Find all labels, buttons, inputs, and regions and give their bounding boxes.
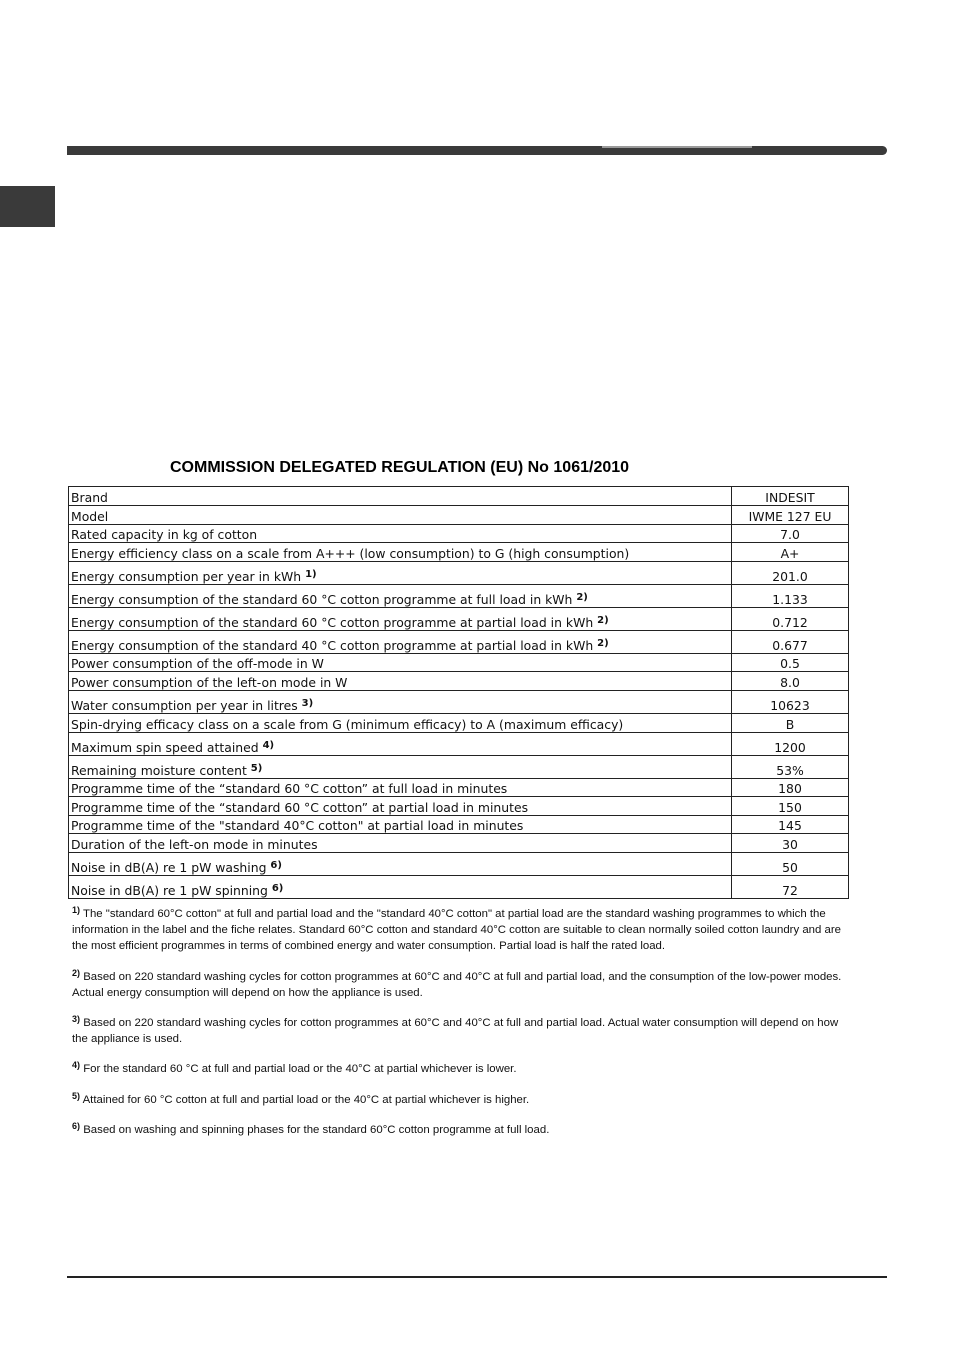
row-value: 0.712	[732, 608, 849, 631]
footnote	[72, 906, 842, 955]
table-row	[69, 714, 849, 733]
row-label: Remaining moisture content	[71, 763, 247, 778]
row-label: Model	[71, 509, 109, 524]
row-value: 10623	[732, 691, 849, 714]
footnote-ref: 6)	[271, 883, 284, 894]
footnote-ref: 6)	[270, 860, 282, 871]
footnote-mark: 4)	[72, 1060, 81, 1071]
footnote	[72, 1092, 842, 1108]
footnote-text: For the standard 60 °C at full and partial load or the 40°C at partial whichever is lower.	[83, 1063, 517, 1076]
footnote-mark: 1)	[72, 905, 81, 915]
row-value: 145	[732, 816, 849, 834]
row-label-cell	[69, 543, 732, 562]
row-value: 150	[732, 797, 849, 816]
row-label: Duration of the left-on mode in minutes	[71, 837, 318, 852]
row-value: 1.133	[732, 585, 849, 608]
row-label-cell	[69, 756, 732, 779]
footnote	[72, 1061, 842, 1077]
table-row	[69, 876, 849, 899]
row-label: Energy efficiency class on a scale from A+++ (low consumption) to G (high consumption)	[71, 546, 630, 561]
table-row	[69, 756, 849, 779]
footnote-text: Based on 220 standard washing cycles for cotton programmes at 60°C and 40°C at full and partial load, and the consumption of the low-power modes. Actual energy consumption will depend on how the appliance is used.	[72, 970, 842, 999]
footnote-text: Based on 220 standard washing cycles for cotton programmes at 60°C and 40°C at full and partial load. Actual water consumption will depend on how the appliance is used.	[72, 1017, 839, 1046]
row-value: 180	[732, 779, 849, 797]
row-value: A+	[732, 543, 849, 562]
table-row	[69, 654, 849, 672]
row-label: Spin-drying efficacy class on a scale from G (minimum efficacy) to A (maximum efficacy)	[71, 717, 624, 732]
row-label-cell	[69, 714, 732, 733]
table-row	[69, 834, 849, 853]
row-label-cell	[69, 654, 732, 672]
section-tab-marker	[0, 186, 55, 227]
row-label: Water consumption per year in litres	[71, 698, 298, 713]
row-label-cell	[69, 672, 732, 691]
row-value: INDESIT	[732, 487, 849, 506]
footnote-ref: 2)	[597, 638, 609, 649]
footnote	[72, 1015, 842, 1047]
table-row	[69, 487, 849, 506]
row-value: 1200	[732, 733, 849, 756]
row-label-cell	[69, 834, 732, 853]
footnote-ref: 2)	[576, 592, 588, 603]
row-label: Energy consumption per year in kWh	[71, 569, 302, 584]
row-value: 53%	[732, 756, 849, 779]
row-label-cell	[69, 779, 732, 797]
footnote-ref: 5)	[250, 763, 263, 774]
row-label-cell	[69, 506, 732, 525]
row-value: 0.5	[732, 654, 849, 672]
row-label: Power consumption of the left-on mode in W	[71, 675, 348, 690]
row-value: B	[732, 714, 849, 733]
row-label-cell	[69, 562, 732, 585]
table-row	[69, 853, 849, 876]
table-row	[69, 797, 849, 816]
row-label-cell	[69, 816, 732, 834]
row-label-cell	[69, 525, 732, 543]
row-value: 0.677	[732, 631, 849, 654]
row-label: Brand	[71, 490, 108, 505]
table-row	[69, 631, 849, 654]
footnotes	[72, 906, 842, 1138]
row-label-cell	[69, 876, 732, 899]
row-label-cell	[69, 487, 732, 506]
product-fiche-table	[68, 486, 849, 899]
table-row	[69, 608, 849, 631]
footnote-ref: 2)	[597, 615, 609, 626]
footnote-ref: 1)	[305, 569, 317, 580]
row-value: 8.0	[732, 672, 849, 691]
table-row	[69, 733, 849, 756]
row-value: 30	[732, 834, 849, 853]
row-label: Programme time of the “standard 60 °C cotton” at full load in minutes	[71, 781, 508, 796]
footnote-ref: 3)	[301, 698, 314, 709]
footnote-mark: 3)	[72, 1014, 81, 1025]
footnote	[72, 969, 842, 1001]
footnote-text: Based on washing and spinning phases for the standard 60°C cotton programme at full load.	[83, 1123, 550, 1136]
row-value: 72	[732, 876, 849, 899]
row-label-cell	[69, 585, 732, 608]
table-row	[69, 562, 849, 585]
regulation-title: COMMISSION DELEGATED REGULATION (EU) No 1061/2010	[170, 459, 630, 476]
footnote-mark: 6)	[72, 1120, 81, 1131]
header-rule	[67, 146, 887, 155]
footnote-mark: 2)	[72, 967, 81, 978]
row-label-cell	[69, 797, 732, 816]
table-row	[69, 816, 849, 834]
row-label-cell	[69, 608, 732, 631]
row-label: Noise in dB(A) re 1 pW spinning	[71, 883, 268, 898]
row-value: 50	[732, 853, 849, 876]
footnote-ref: 4)	[262, 740, 275, 751]
table-row	[69, 585, 849, 608]
footer-rule	[67, 1276, 887, 1278]
row-label-cell	[69, 631, 732, 654]
row-label: Noise in dB(A) re 1 pW washing	[71, 860, 267, 875]
table-row	[69, 691, 849, 714]
table-row	[69, 506, 849, 525]
footnote-mark: 5)	[72, 1090, 81, 1101]
row-label: Programme time of the "standard 40°C cotton" at partial load in minutes	[71, 818, 524, 833]
footnote-text: Attained for 60 °C cotton at full and partial load or the 40°C at partial whichever is higher.	[82, 1093, 530, 1106]
table-row	[69, 525, 849, 543]
table-row	[69, 543, 849, 562]
footnote	[72, 1122, 842, 1138]
row-label-cell	[69, 853, 732, 876]
table-row	[69, 672, 849, 691]
footnote-text: The "standard 60°C cotton" at full and partial load and the "standard 40°C cotton" at partial load are the standard washing programmes to which the information in the label and the fiche relates. Standard 60°C cotton and standard 40°C cotton are suitable to clean normally soiled cotton laundry and are the most efficient programmes in terms of combined energy and water consumption. Partial load is half the rated load.	[72, 908, 841, 953]
row-label-cell	[69, 691, 732, 714]
row-value: IWME 127 EU	[732, 506, 849, 525]
row-label: Maximum spin speed attained	[71, 740, 259, 755]
row-label-cell	[69, 733, 732, 756]
row-label: Energy consumption of the standard 40 °C cotton programme at partial load in kWh	[71, 638, 594, 653]
table-row	[69, 779, 849, 797]
row-label: Energy consumption of the standard 60 °C cotton programme at full load in kWh	[71, 592, 573, 607]
row-label: Rated capacity in kg of cotton	[71, 527, 258, 542]
row-label: Power consumption of the off-mode in W	[71, 656, 324, 671]
row-label: Energy consumption of the standard 60 °C cotton programme at partial load in kWh	[71, 615, 594, 630]
row-label: Programme time of the “standard 60 °C cotton” at partial load in minutes	[71, 800, 529, 815]
row-value: 7.0	[732, 525, 849, 543]
row-value: 201.0	[732, 562, 849, 585]
